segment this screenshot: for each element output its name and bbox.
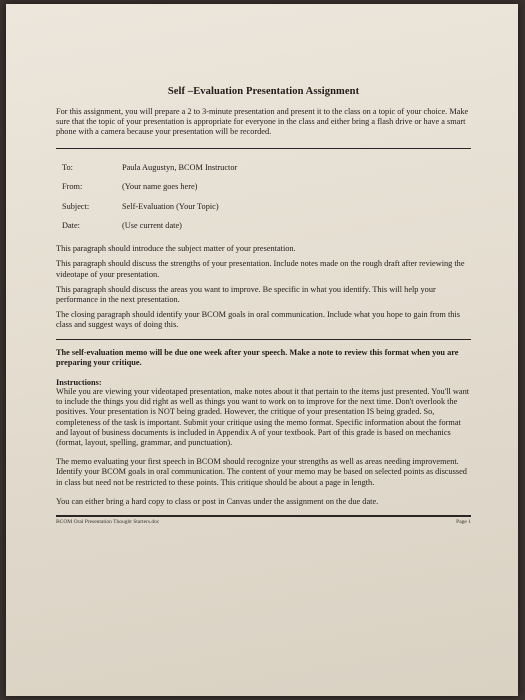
memo-row-from <box>56 182 471 191</box>
footer-page-number: Page 1 <box>456 518 471 525</box>
memo-label: Date: <box>62 221 80 231</box>
memo-row-date <box>56 221 471 230</box>
instructions-text: While you are viewing your videotaped presentation, make notes about it that pertain to the items just presented. You'll want to include the things you did right as well as things you want to work on to improve for the next time. Don't overlook the positives. Your presentation is NOT being graded. However, the critique of your presentation IS being graded. So, completeness of the task is important. Submit your critique using the memo format. Specific information about the format and layout of business documents is included in Appendix A of your textbook. Part of this grade is based on mechanics (format, layout, spelling, grammar, and punctuation). <box>56 386 470 447</box>
submission-paragraph: You can either bring a hard copy to class or post in Canvas under the assignment on the due date. <box>56 496 379 506</box>
due-note: The self-evaluation memo will be due one week after your speech. Make a note to review this format when you are preparing your critique. <box>56 347 459 367</box>
body-paragraph-closing: The closing paragraph should identify your BCOM goals in oral communication. Include what you hope to gain from this class and suggest ways of doing this. <box>56 310 460 330</box>
memo-row-to <box>56 163 471 172</box>
footer-filename: BCOM Oral Presentation Thought Starters.doc <box>56 518 160 525</box>
section-divider <box>56 339 471 340</box>
memo-value: Self-Evaluation (Your Topic) <box>122 201 219 211</box>
memo-value: Paula Augustyn, BCOM Instructor <box>122 162 238 172</box>
memo-value: (Your name goes here) <box>122 182 198 192</box>
instructions-heading: Instructions: <box>56 377 102 387</box>
body-paragraph-improve: This paragraph should discuss the areas you want to improve. Be specific in what you identify. This will help your performance in the next presentation. <box>56 284 436 304</box>
document-body <box>56 86 471 525</box>
memo-row-subject <box>56 202 471 211</box>
intro-paragraph: For this assignment, you will prepare a 2 to 3-minute presentation and present it to the class on a topic of your choice. Make sure that the topic of your presentation is appropriate for everyone in the class and either bring a flash drive or have a smart phone with a camera because your presentation will be recorded. <box>56 107 469 137</box>
memo-header <box>56 163 471 231</box>
memo-label: To: <box>62 162 73 172</box>
memo-label: From: <box>62 182 83 192</box>
evaluation-paragraph: The memo evaluating your first speech in BCOM should recognize your strengths as well as areas needing improvement. Identify your BCOM goals in oral communication. The content of your memo may be based on selected points as discussed in class but need not be restricted to these points. This critique should be about a page in length. <box>56 457 467 487</box>
memo-value: (Use current date) <box>122 221 182 231</box>
footer-divider <box>56 515 471 517</box>
document-title: Self –Evaluation Presentation Assignment <box>167 86 360 97</box>
body-paragraph-intro: This paragraph should introduce the subject matter of your presentation. <box>56 244 296 254</box>
memo-label: Subject: <box>62 201 90 211</box>
paper-sheet <box>6 4 518 696</box>
header-divider <box>56 148 471 149</box>
page-footer <box>56 519 471 525</box>
body-paragraph-strengths: This paragraph should discuss the strengths of your presentation. Include notes made on the rough draft after reviewing the videotape of your presentation. <box>56 259 465 279</box>
